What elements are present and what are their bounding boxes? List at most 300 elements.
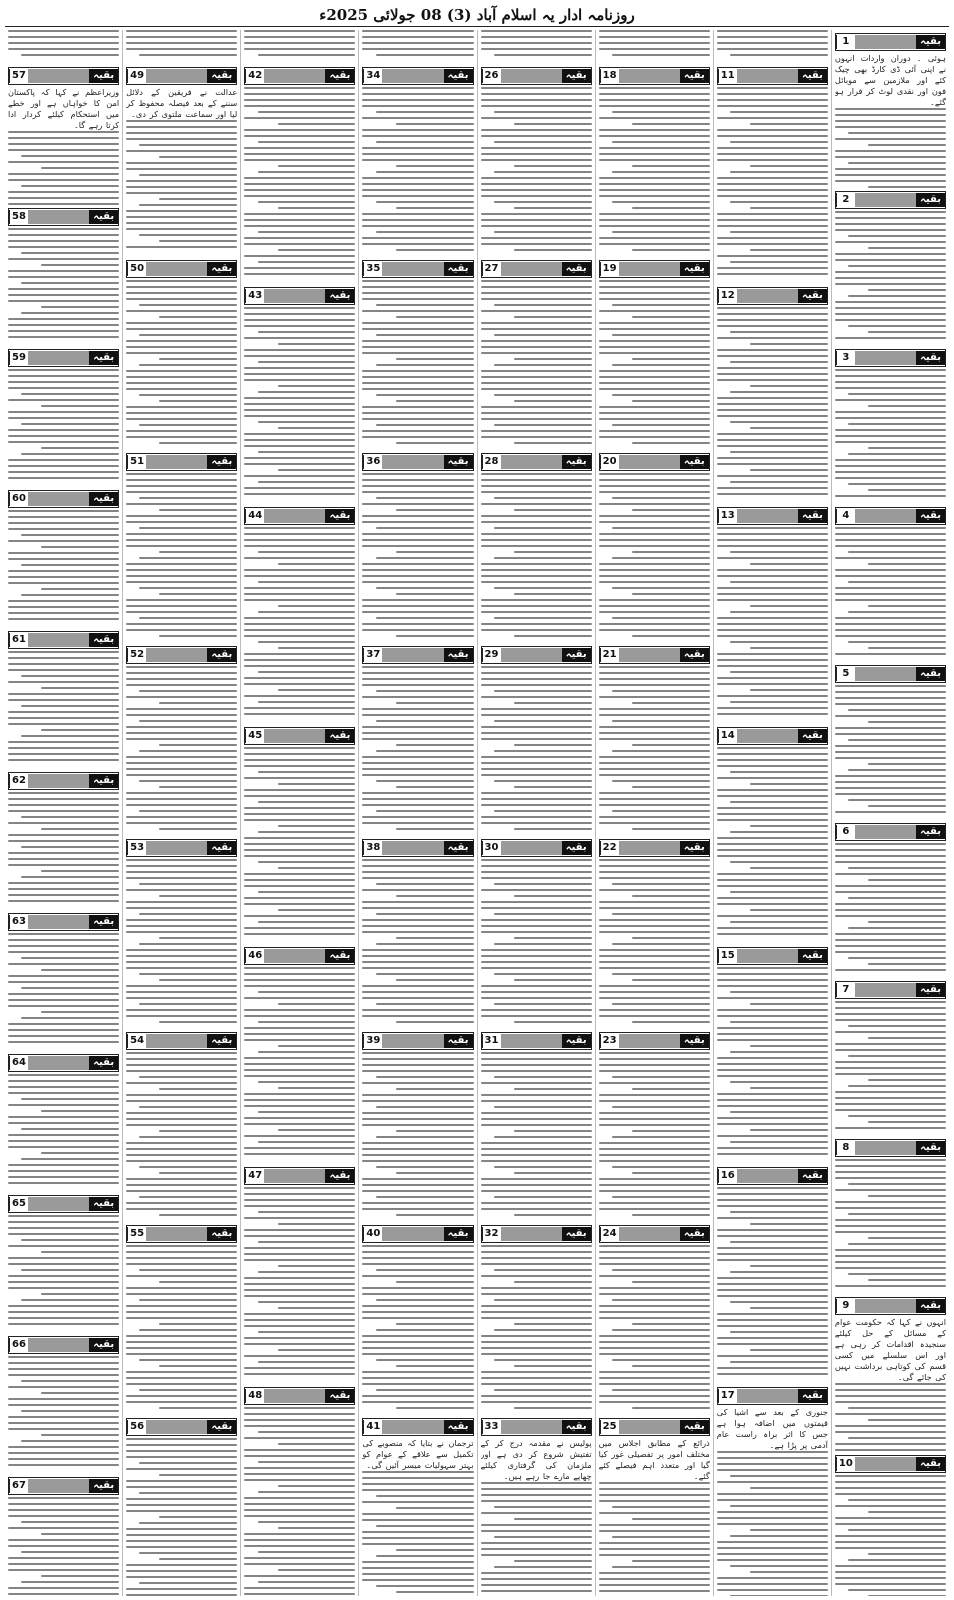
continued-label: بقیہ bbox=[562, 1034, 591, 1048]
text-line bbox=[632, 1407, 710, 1409]
text-line bbox=[139, 943, 237, 945]
continued-header-37 bbox=[362, 646, 473, 664]
text-line bbox=[258, 421, 356, 423]
text-line bbox=[21, 534, 119, 536]
text-line bbox=[632, 207, 710, 209]
text-line bbox=[362, 901, 473, 903]
text-line bbox=[8, 1263, 119, 1265]
text-line bbox=[362, 346, 473, 348]
text-line bbox=[868, 1511, 946, 1513]
text-line bbox=[396, 358, 474, 360]
continued-label: بقیہ bbox=[444, 69, 473, 83]
text-line bbox=[868, 405, 946, 407]
article-continuation-6 bbox=[835, 843, 946, 978]
continued-label: بقیہ bbox=[89, 774, 118, 788]
text-line bbox=[717, 325, 828, 327]
text-line bbox=[599, 1263, 710, 1265]
text-line bbox=[848, 1529, 946, 1531]
text-line bbox=[717, 307, 828, 309]
continued-label: بقیہ bbox=[916, 509, 945, 523]
text-line bbox=[244, 707, 355, 709]
text-line bbox=[8, 981, 119, 983]
text-line bbox=[848, 551, 946, 553]
text-line bbox=[159, 400, 237, 402]
text-line bbox=[258, 771, 356, 773]
text-line bbox=[8, 1134, 119, 1136]
text-line bbox=[835, 381, 946, 383]
text-line bbox=[362, 1082, 473, 1084]
text-line bbox=[244, 313, 355, 315]
text-line bbox=[632, 593, 710, 595]
text-line bbox=[8, 1452, 119, 1454]
article-continuation-25 bbox=[599, 1438, 710, 1596]
text-line bbox=[244, 587, 355, 589]
text-line bbox=[258, 1211, 356, 1213]
text-line bbox=[8, 882, 119, 884]
continued-header-58 bbox=[8, 208, 119, 226]
text-line bbox=[244, 873, 355, 875]
continued-label: بقیہ bbox=[562, 841, 591, 855]
text-line bbox=[730, 1505, 828, 1507]
text-line bbox=[21, 1128, 119, 1130]
text-line bbox=[258, 581, 356, 583]
text-line bbox=[159, 1088, 237, 1090]
text-line bbox=[362, 889, 473, 891]
text-line bbox=[612, 883, 710, 885]
text-line bbox=[481, 871, 592, 873]
text-line bbox=[612, 1106, 710, 1108]
text-line bbox=[481, 370, 592, 372]
text-line bbox=[835, 229, 946, 231]
text-line bbox=[21, 1551, 119, 1553]
text-line bbox=[730, 201, 828, 203]
text-line bbox=[494, 394, 592, 396]
continued-header-21 bbox=[599, 646, 710, 664]
header-shade bbox=[619, 69, 680, 83]
text-line bbox=[362, 1275, 473, 1277]
text-line bbox=[717, 219, 828, 221]
text-line bbox=[599, 189, 710, 191]
text-line bbox=[599, 129, 710, 131]
text-line bbox=[8, 1593, 119, 1595]
text-line bbox=[835, 441, 946, 443]
text-line bbox=[126, 756, 237, 758]
text-line bbox=[8, 1509, 119, 1511]
text-line bbox=[258, 201, 356, 203]
text-line bbox=[835, 1231, 946, 1233]
text-line bbox=[278, 343, 356, 345]
text-line bbox=[376, 1495, 474, 1497]
text-line bbox=[8, 741, 119, 743]
text-line bbox=[244, 1199, 355, 1201]
text-line bbox=[244, 659, 355, 661]
header-shade bbox=[28, 1197, 89, 1211]
text-line bbox=[126, 1347, 237, 1349]
text-line bbox=[376, 720, 474, 722]
text-line bbox=[278, 427, 356, 429]
text-line bbox=[396, 635, 474, 637]
text-line bbox=[717, 849, 828, 851]
text-line bbox=[717, 379, 828, 381]
text-line bbox=[159, 979, 237, 981]
text-line bbox=[21, 54, 119, 56]
text-line bbox=[126, 1275, 237, 1277]
continued-number: 28 bbox=[482, 455, 501, 469]
text-line bbox=[126, 36, 237, 38]
text-line bbox=[612, 141, 710, 143]
text-line bbox=[159, 635, 237, 637]
text-line bbox=[376, 750, 474, 752]
text-line bbox=[717, 653, 828, 655]
text-line bbox=[514, 509, 592, 511]
text-line bbox=[599, 955, 710, 957]
article-continuation-48 bbox=[244, 1407, 355, 1596]
text-line bbox=[362, 515, 473, 517]
text-line bbox=[8, 552, 119, 554]
text-line bbox=[244, 1479, 355, 1481]
text-line bbox=[481, 623, 592, 625]
text-line bbox=[126, 1058, 237, 1060]
header-shade bbox=[264, 509, 325, 523]
text-line bbox=[244, 213, 355, 215]
text-line bbox=[835, 623, 946, 625]
text-line bbox=[8, 471, 119, 473]
header-shade bbox=[28, 1479, 89, 1493]
article-lines bbox=[835, 108, 946, 188]
text-line bbox=[396, 828, 474, 830]
text-line bbox=[362, 726, 473, 728]
text-line bbox=[481, 816, 592, 818]
text-line bbox=[599, 1178, 710, 1180]
continued-number: 33 bbox=[482, 1420, 501, 1434]
text-line bbox=[126, 1064, 237, 1066]
text-line bbox=[717, 1547, 828, 1549]
article-continuation-10 bbox=[835, 1475, 946, 1596]
text-line bbox=[244, 1325, 355, 1327]
text-line bbox=[8, 1281, 119, 1283]
text-line bbox=[396, 316, 474, 318]
text-line bbox=[139, 973, 237, 975]
continued-label: بقیہ bbox=[89, 1338, 118, 1352]
text-line bbox=[41, 729, 119, 731]
text-line bbox=[8, 234, 119, 236]
text-line bbox=[8, 330, 119, 332]
text-line bbox=[599, 696, 710, 698]
text-line bbox=[599, 1100, 710, 1102]
text-line bbox=[8, 1287, 119, 1289]
text-line bbox=[599, 575, 710, 577]
text-line bbox=[612, 587, 710, 589]
text-line bbox=[717, 617, 828, 619]
text-line bbox=[717, 967, 828, 969]
text-line bbox=[868, 186, 946, 188]
text-line bbox=[362, 611, 473, 613]
text-line bbox=[835, 307, 946, 309]
article-continuation-32 bbox=[481, 1245, 592, 1415]
text-line bbox=[717, 1457, 828, 1459]
text-line bbox=[717, 837, 828, 839]
article-continuation-22 bbox=[599, 859, 710, 1029]
text-line bbox=[750, 385, 828, 387]
text-line bbox=[599, 563, 710, 565]
text-line bbox=[599, 99, 710, 101]
text-line bbox=[159, 442, 237, 444]
continued-header-25 bbox=[599, 1418, 710, 1436]
text-line bbox=[730, 771, 828, 773]
text-line bbox=[848, 897, 946, 899]
continued-header-41 bbox=[362, 1418, 473, 1436]
continued-header-8 bbox=[835, 1139, 946, 1157]
text-line bbox=[481, 684, 592, 686]
text-line bbox=[730, 1051, 828, 1053]
text-line bbox=[717, 1469, 828, 1471]
text-line bbox=[126, 907, 237, 909]
text-line bbox=[362, 967, 473, 969]
text-line bbox=[717, 855, 828, 857]
text-line bbox=[126, 370, 237, 372]
text-line bbox=[258, 1431, 356, 1433]
text-line bbox=[599, 1118, 710, 1120]
text-line bbox=[126, 774, 237, 776]
text-line bbox=[481, 1371, 592, 1373]
continued-label: بقیہ bbox=[89, 69, 118, 83]
text-line bbox=[868, 331, 946, 333]
text-line bbox=[21, 564, 119, 566]
text-line bbox=[835, 843, 946, 845]
text-line bbox=[139, 883, 237, 885]
text-line bbox=[514, 1518, 592, 1520]
article-lines bbox=[8, 131, 119, 205]
article-continuation-54 bbox=[126, 1052, 237, 1222]
text-line bbox=[8, 387, 119, 389]
text-line bbox=[244, 569, 355, 571]
continued-label: بقیہ bbox=[916, 983, 945, 997]
article-continuation-49 bbox=[126, 87, 237, 257]
text-line bbox=[362, 1579, 473, 1581]
text-line bbox=[244, 813, 355, 815]
text-line bbox=[835, 861, 946, 863]
text-line bbox=[514, 207, 592, 209]
text-line bbox=[244, 349, 355, 351]
text-line bbox=[835, 429, 946, 431]
header-shade bbox=[737, 729, 798, 743]
text-line bbox=[126, 877, 237, 879]
text-line bbox=[41, 1152, 119, 1154]
text-line bbox=[632, 1281, 710, 1283]
text-line bbox=[481, 346, 592, 348]
text-line bbox=[126, 1335, 237, 1337]
text-line bbox=[244, 1373, 355, 1375]
text-line bbox=[258, 641, 356, 643]
text-line bbox=[362, 406, 473, 408]
text-line bbox=[8, 1527, 119, 1529]
header-shade bbox=[855, 509, 916, 523]
text-line bbox=[362, 1287, 473, 1289]
text-line bbox=[835, 1571, 946, 1573]
text-line bbox=[717, 1511, 828, 1513]
continued-label: بقیہ bbox=[89, 210, 118, 224]
text-line bbox=[868, 1279, 946, 1281]
text-line bbox=[835, 593, 946, 595]
header-shade bbox=[737, 69, 798, 83]
text-line bbox=[139, 497, 237, 499]
text-line bbox=[632, 509, 710, 511]
text-line bbox=[376, 1299, 474, 1301]
text-line bbox=[481, 99, 592, 101]
text-line bbox=[612, 913, 710, 915]
text-line bbox=[362, 1573, 473, 1575]
text-line bbox=[139, 1492, 237, 1494]
header-shade bbox=[619, 1034, 680, 1048]
continued-number: 40 bbox=[363, 1227, 382, 1241]
text-line bbox=[599, 412, 710, 414]
continued-label: بقیہ bbox=[562, 1227, 591, 1241]
text-line bbox=[599, 310, 710, 312]
text-line bbox=[599, 147, 710, 149]
text-line bbox=[599, 286, 710, 288]
text-line bbox=[376, 424, 474, 426]
text-line bbox=[139, 1552, 237, 1554]
text-line bbox=[126, 1456, 237, 1458]
text-line bbox=[126, 1112, 237, 1114]
text-line bbox=[835, 891, 946, 893]
text-line bbox=[126, 1100, 237, 1102]
text-line bbox=[481, 1287, 592, 1289]
text-line bbox=[632, 1130, 710, 1132]
text-line bbox=[139, 54, 237, 56]
text-line bbox=[612, 1536, 710, 1538]
text-line bbox=[159, 828, 237, 830]
text-line bbox=[835, 126, 946, 128]
text-line bbox=[258, 451, 356, 453]
text-line bbox=[481, 1347, 592, 1349]
text-line bbox=[126, 1401, 237, 1403]
text-line bbox=[362, 1537, 473, 1539]
text-line bbox=[848, 611, 946, 613]
column-lead-text bbox=[717, 30, 828, 64]
continued-label: بقیہ bbox=[916, 35, 945, 49]
text-line bbox=[835, 727, 946, 729]
text-line bbox=[244, 1247, 355, 1249]
text-line bbox=[278, 605, 356, 607]
text-line bbox=[244, 1235, 355, 1237]
text-line bbox=[362, 605, 473, 607]
text-line bbox=[126, 732, 237, 734]
continued-header-16 bbox=[717, 1167, 828, 1185]
text-line bbox=[362, 1015, 473, 1017]
text-line bbox=[481, 1208, 592, 1210]
text-line bbox=[362, 738, 473, 740]
text-line bbox=[21, 155, 119, 157]
text-line bbox=[126, 1480, 237, 1482]
text-line bbox=[278, 1443, 356, 1445]
text-line bbox=[868, 144, 946, 146]
text-line bbox=[868, 1553, 946, 1555]
text-line bbox=[750, 1129, 828, 1131]
text-line bbox=[376, 1329, 474, 1331]
text-line bbox=[599, 822, 710, 824]
text-line bbox=[599, 117, 710, 119]
text-line bbox=[835, 375, 946, 377]
text-line bbox=[258, 141, 356, 143]
text-line bbox=[481, 491, 592, 493]
article-continuation-56 bbox=[126, 1438, 237, 1596]
text-line bbox=[362, 1305, 473, 1307]
column-lead-text bbox=[481, 30, 592, 64]
text-line bbox=[730, 701, 828, 703]
text-line bbox=[481, 189, 592, 191]
text-line bbox=[258, 1021, 356, 1023]
continued-header-60 bbox=[8, 490, 119, 508]
text-line bbox=[835, 411, 946, 413]
text-line bbox=[126, 1570, 237, 1572]
text-line bbox=[396, 1281, 474, 1283]
text-line bbox=[362, 189, 473, 191]
text-line bbox=[362, 485, 473, 487]
text-line bbox=[126, 545, 237, 547]
article-continuation-52 bbox=[126, 666, 237, 836]
text-line bbox=[244, 1123, 355, 1125]
continued-header-11 bbox=[717, 67, 828, 85]
text-line bbox=[8, 1122, 119, 1124]
text-line bbox=[258, 1361, 356, 1363]
text-line bbox=[612, 1166, 710, 1168]
text-line bbox=[159, 240, 237, 242]
text-line bbox=[717, 1217, 828, 1219]
text-line bbox=[159, 1021, 237, 1023]
text-line bbox=[139, 334, 237, 336]
text-line bbox=[717, 1235, 828, 1237]
text-line bbox=[835, 903, 946, 905]
text-line bbox=[481, 877, 592, 879]
text-line bbox=[730, 891, 828, 893]
text-line bbox=[868, 1419, 946, 1421]
text-line bbox=[481, 237, 592, 239]
text-line bbox=[126, 925, 237, 927]
text-line bbox=[244, 367, 355, 369]
text-line bbox=[730, 831, 828, 833]
column-8 bbox=[5, 30, 122, 1596]
continued-number: 38 bbox=[363, 841, 382, 855]
text-line bbox=[244, 177, 355, 179]
text-line bbox=[139, 810, 237, 812]
text-line bbox=[8, 1215, 119, 1217]
text-line bbox=[244, 807, 355, 809]
continued-header-30 bbox=[481, 839, 592, 857]
continued-number: 41 bbox=[363, 1420, 382, 1434]
text-line bbox=[835, 465, 946, 467]
text-line bbox=[494, 883, 592, 885]
text-line bbox=[8, 270, 119, 272]
text-line bbox=[481, 1512, 592, 1514]
text-line bbox=[362, 865, 473, 867]
text-line bbox=[126, 388, 237, 390]
text-line bbox=[848, 1183, 946, 1185]
text-line bbox=[362, 213, 473, 215]
continued-label: بقیہ bbox=[207, 262, 236, 276]
text-line bbox=[848, 1499, 946, 1501]
continued-number: 4 bbox=[836, 509, 855, 523]
text-line bbox=[750, 1087, 828, 1089]
text-line bbox=[8, 852, 119, 854]
text-line bbox=[599, 485, 710, 487]
column-lead-text bbox=[599, 30, 710, 64]
text-line bbox=[8, 804, 119, 806]
text-line bbox=[730, 1241, 828, 1243]
text-line bbox=[362, 991, 473, 993]
text-line bbox=[126, 871, 237, 873]
text-line bbox=[835, 495, 946, 497]
